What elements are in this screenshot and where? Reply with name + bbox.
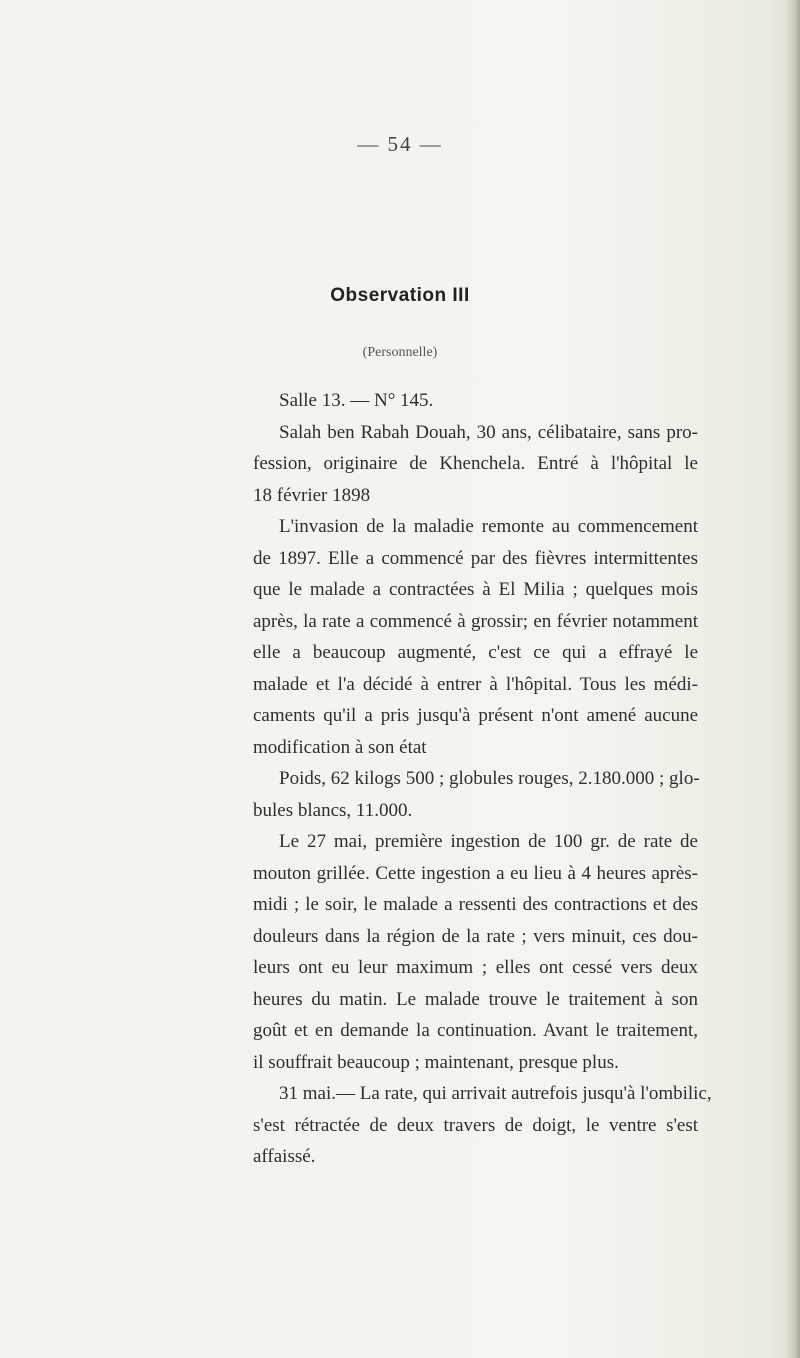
text-line: fession, originaire de Khenchela. Entré à l'hôpital le	[253, 453, 698, 474]
text-line: s'est rétractée de deux travers de doigt, le ventre s'est	[253, 1114, 698, 1136]
page-edge-shadow	[786, 0, 800, 1358]
text-line: 31 mai.— La rate, qui arrivait autrefois jusqu'à l'ombilic,	[279, 1083, 712, 1104]
page-number: — 54 —	[357, 132, 443, 156]
text-line: malade et l'a décidé à entrer à l'hôpital. Tous les médi-	[253, 673, 698, 695]
text-line: midi ; le soir, le malade a ressenti des contractions et des	[253, 894, 698, 915]
text-line: Le 27 mai, première ingestion de 100 gr. de rate de	[279, 831, 698, 852]
text-line: après, la rate a commencé à grossir; en février notamment	[253, 610, 698, 632]
text-line: bules blancs, 11.000.	[253, 799, 413, 821]
text-line: goût et en demande la continuation. Avant le traitement,	[253, 1020, 698, 1041]
text-line: heures du matin. Le malade trouve le traitement à son	[253, 988, 698, 1010]
text-line: leurs ont eu leur maximum ; elles ont cessé vers deux	[253, 957, 698, 978]
observation-body	[253, 385, 712, 1173]
text-line: que le malade a contractées à El Milia ; quelques mois	[253, 579, 698, 600]
text-line: elle a beaucoup augmenté, c'est ce qui a effrayé le	[253, 642, 698, 663]
text-line: Salah ben Rabah Douah, 30 ans, célibataire, sans pro-	[279, 421, 698, 443]
text-line: L'invasion de la maladie remonte au commencement	[279, 516, 698, 537]
text-line: de 1897. Elle a commencé par des fièvres intermittentes	[253, 547, 698, 569]
text-line: mouton grillée. Cette ingestion a eu lieu à 4 heures après-	[253, 862, 698, 884]
text-line: 18 février 1898	[253, 484, 371, 506]
text-line: affaissé.	[253, 1146, 316, 1167]
text-line: douleurs dans la région de la rate ; vers minuit, ces dou-	[253, 925, 698, 947]
observation-title: Observation III	[330, 285, 470, 306]
text-line: Poids, 62 kilogs 500 ; globules rouges, 2.180.000 ; glo-	[279, 768, 700, 789]
text-line: Salle 13. — N° 145.	[279, 390, 434, 411]
text-line: il souffrait beaucoup ; maintenant, presque plus.	[253, 1051, 619, 1073]
observation-subtitle: (Personnelle)	[362, 345, 438, 360]
text-line: caments qu'il a pris jusqu'à présent n'ont amené aucune	[253, 705, 698, 726]
text-line: modification à son état	[253, 736, 427, 758]
